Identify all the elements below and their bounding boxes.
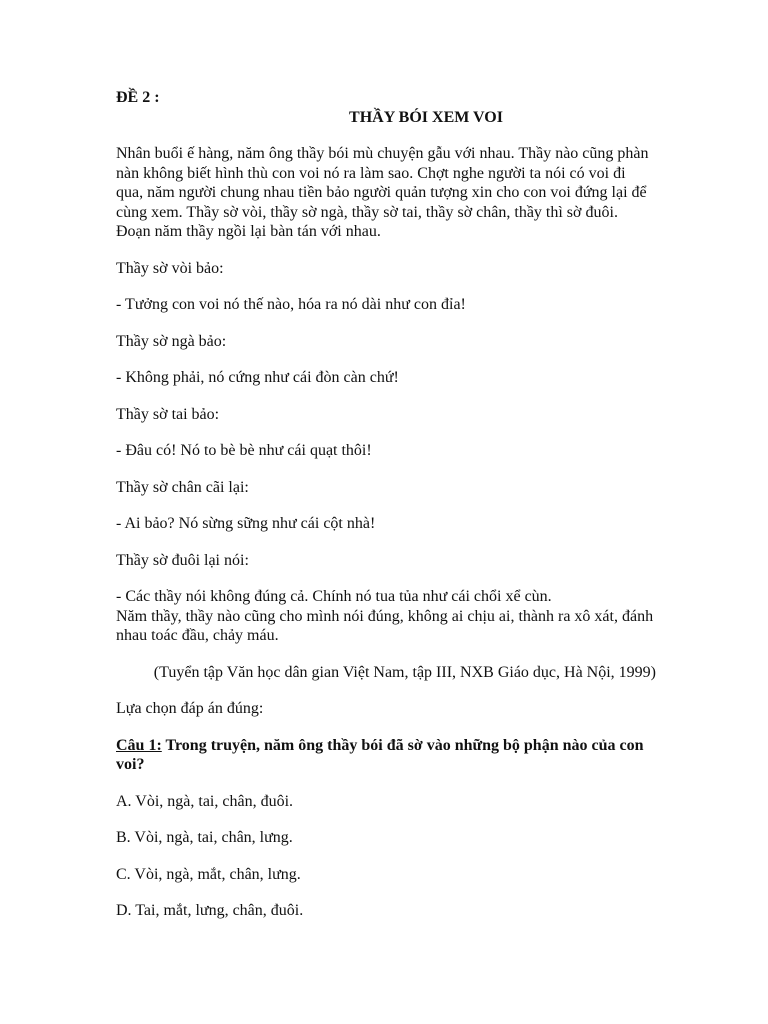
- final-dialogue-line: - Các thầy nói không đúng cả. Chính nó tua tủa như cái chổi xể cùn.: [116, 588, 552, 605]
- instruction-text: Lựa chọn đáp án đúng:: [116, 700, 264, 717]
- question-label: Câu 1:: [116, 736, 162, 754]
- intro-paragraph: Nhân buổi ế hàng, năm ông thầy bói mù chuyện gẫu với nhau. Thầy nào cũng phàn nàn không biết hình thù con voi nó ra làm sao. Chợt nghe người ta nói có voi đi qua, năm người chung nhau tiền bảo người quản tượng xin cho con voi đứng lại để cùng xem. Thầy sờ vòi, thầy sờ ngà, thầy sờ tai, thầy sờ chân, thầy thì sờ đuôi. Đoạn năm thầy ngồi lại bàn tán với nhau.: [116, 145, 649, 240]
- answer-option-d[interactable]: D. Tai, mắt, lưng, chân, đuôi.: [116, 902, 304, 919]
- answer-option-c[interactable]: C. Vòi, ngà, mắt, chân, lưng.: [116, 865, 301, 883]
- dialogue-line: Thầy sờ tai bảo:: [116, 405, 220, 423]
- dialogue-line: Thầy sờ vòi bảo:: [116, 259, 224, 277]
- dialogue-line: - Tưởng con voi nó thế nào, hóa ra nó dài như con đỉa!: [116, 296, 466, 313]
- dialogue-line: Thầy sờ ngà bảo:: [116, 332, 227, 350]
- document-page: [116, 88, 656, 921]
- question-1: [116, 736, 656, 775]
- ending-paragraph: Năm thầy, thầy nào cũng cho mình nói đúng, không ai chịu ai, thành ra xô xát, đánh nhau toác đầu, chảy máu.: [116, 607, 654, 644]
- dialogue-line: - Ai bảo? Nó sừng sững như cái cột nhà!: [116, 515, 376, 532]
- answer-option-a[interactable]: A. Vòi, ngà, tai, chân, đuôi.: [116, 792, 294, 810]
- story-title: THẦY BÓI XEM VOI: [349, 108, 503, 126]
- answer-option-b[interactable]: B. Vòi, ngà, tai, chân, lưng.: [116, 829, 293, 846]
- dialogue-line: Thầy sờ đuôi lại nói:: [116, 551, 249, 569]
- dialogue-line: - Không phải, nó cứng như cái đòn càn chứ!: [116, 369, 399, 386]
- dialogue-line: Thầy sờ chân cãi lại:: [116, 478, 249, 496]
- source-citation: (Tuyển tập Văn học dân gian Việt Nam, tập III, NXB Giáo dục, Hà Nội, 1999): [153, 663, 656, 681]
- dialogue-line: - Đâu có! Nó to bè bè như cái quạt thôi!: [116, 442, 372, 459]
- question-text: Trong truyện, năm ông thầy bói đã sờ vào những bộ phận nào của con voi?: [116, 736, 644, 773]
- exam-heading: ĐỀ 2 :: [116, 89, 160, 106]
